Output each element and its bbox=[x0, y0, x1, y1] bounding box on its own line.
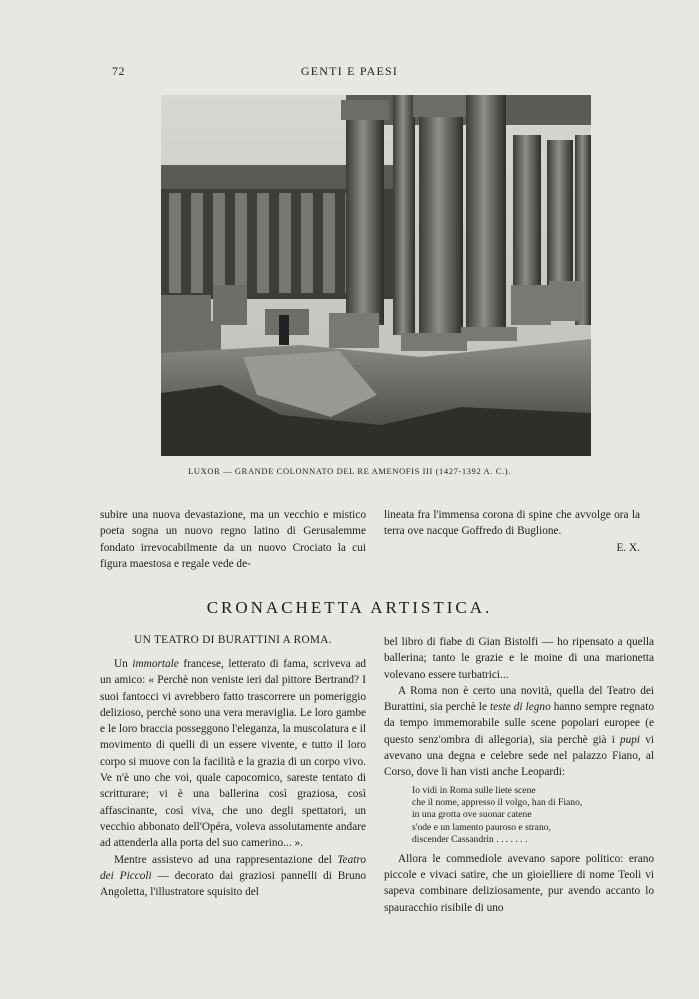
prev-article-right-column bbox=[384, 507, 640, 556]
author-signature: E. X. bbox=[616, 541, 640, 554]
verse-line: s'ode e un lamento pauroso e strano, bbox=[412, 821, 551, 833]
page-header bbox=[0, 64, 699, 82]
paragraph-4: A Roma non è certo una novità, quella del Teatro dei Burattini, sia perchè le teste di legno hanno sempre regnato da tempo immemorabile sulle scene popolari europee (e questo senz'ombra di allegoria), sia perchè già i pupi vi avevano una degna e celebre sede nel palazzo Fiano, al Corso, dove li han visti anche Leopardi: bbox=[384, 684, 654, 779]
leopardi-verse bbox=[412, 785, 654, 847]
verse-line: Io vidi in Roma sulle liete scene bbox=[412, 784, 536, 796]
paragraph-5: Allora le commediole avevano sapore politico: erano piccole e vivaci satire, che un gioielliere di nome Teoli vi sapeva combinare deliziosamente, pur avendo accanto lo spauracchio risibile di uno bbox=[384, 852, 654, 914]
section-title: CRONACHETTA ARTISTICA. bbox=[206, 598, 493, 617]
article-subheading: UN TEATRO DI BURATTINI A ROMA. bbox=[134, 634, 332, 646]
article-right-column bbox=[384, 634, 654, 916]
paragraph-3: bel libro di fiabe di Gian Bistolfi — ho ripensato a quella ballerina; tanto le grazie e le moine di una marionetta volevano essere turbatrici... bbox=[384, 636, 654, 681]
paragraph-2: Mentre assistevo ad una rappresentazione del Teatro dei Piccoli — decorato dai graziosi pannelli di Bruno Angoletta, l'illustratore squisito del bbox=[100, 853, 367, 899]
luxor-colonnade-photo bbox=[161, 95, 591, 456]
verse-line: discender Cassandrin . . . . . . . bbox=[412, 834, 528, 846]
prev-article-continuation: lineata fra l'immensa corona di spine che avvolge ora la terra ove nacque Goffredo di Buglione. bbox=[384, 509, 640, 538]
running-title: GENTI E PAESI bbox=[300, 64, 399, 78]
prev-article-text: subire una nuova devastazione, ma un vecchio e mistico poeta sogna un nuovo regno latino di Gerusalemme fondato irrevocabilmente da un nuovo Crociato la cui figura maestosa e regale vede de- bbox=[100, 509, 366, 570]
prev-article-left-column bbox=[100, 507, 366, 572]
verse-line: che il nome, appresso il volgo, han di Fiano, bbox=[412, 797, 583, 809]
article-left-column bbox=[100, 656, 366, 900]
verse-line: in una grotta ove suonar catene bbox=[412, 809, 532, 821]
page-number: 72 bbox=[112, 64, 125, 78]
paragraph-1: Un immortale francese, letterato di fama, scriveva ad un amico: « Perchè non veniste ieri dal pittore Bertrand? I suoi fantocci vi avrebbero fatto trascorrere un pomeriggio delizioso, perchè sono una vera meraviglia. Le loro gambe e le loro braccia posseggono l'eleganza, la muscolatura e il movimento di quelli di un essere vivente, e tutto il loro corpo si muove con la facilità e la grazia di un corpo vivo. Ve n'è uno che voi, quale capocomico, sareste tentato di scritturare; vi è una ballerina così graziosa, così affascinante, così viva, che uno degli spettatori, un vecchio abbonato dell'Opéra, voleva assolutamente andare ad attenderla alla porta del suo camerino... ». bbox=[100, 658, 367, 850]
figure-caption: LUXOR — GRANDE COLONNATO DEL RE AMENOFIS III (1427-1392 A. C.). bbox=[188, 466, 511, 476]
